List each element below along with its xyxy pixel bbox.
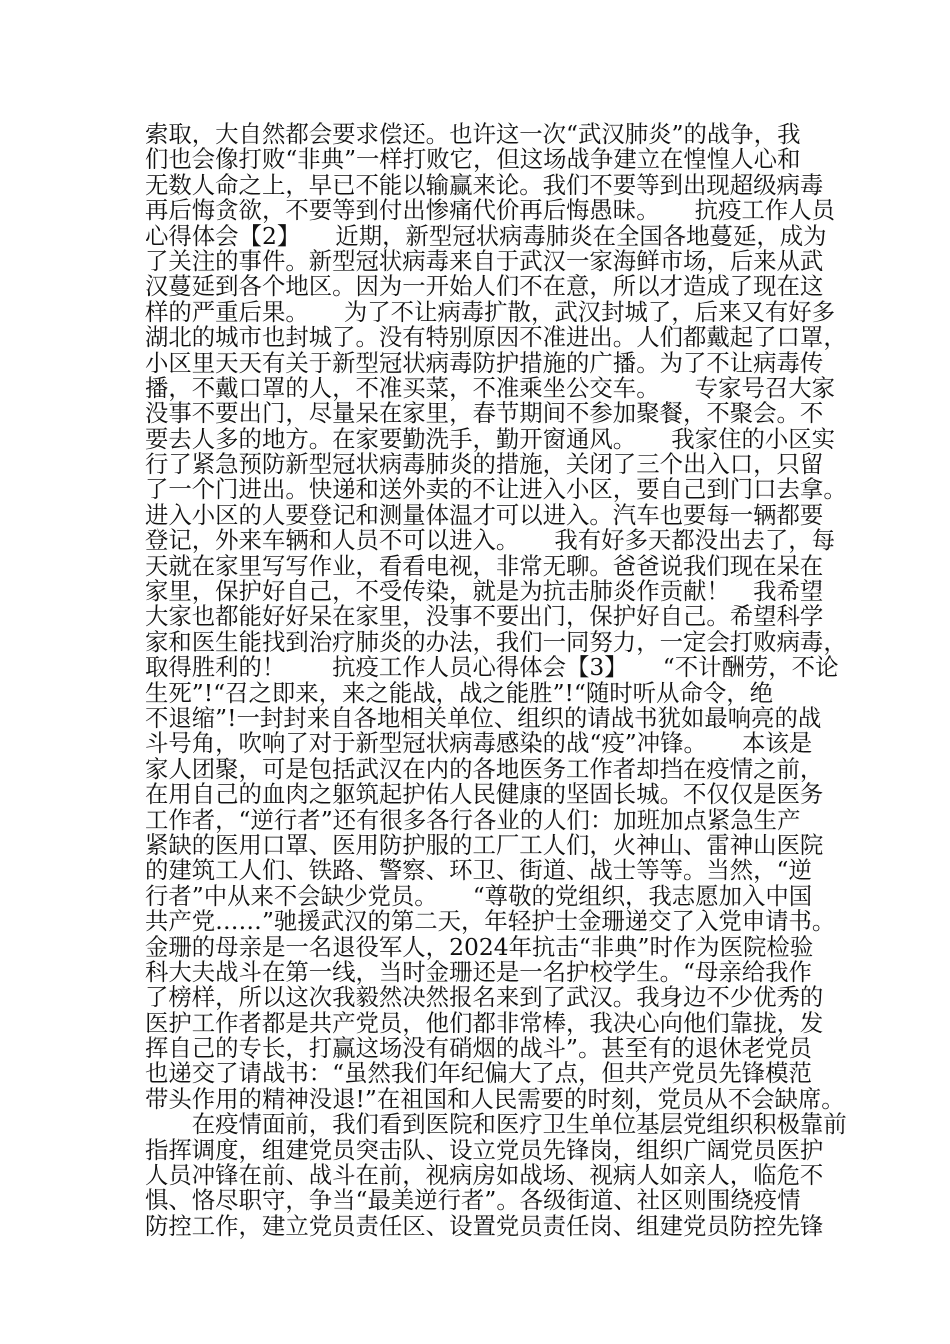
text-line: 登记，外来车辆和人员不可以进入。 我有好多天都没出去了，每 <box>145 526 836 555</box>
text-line: 惧、恪尽职守，争当“最美逆行者”。各级街道、社区则围绕疫情 <box>145 1186 801 1215</box>
text-line: 防控工作，建立党员责任区、设置党员责任岗、组建党员防控先锋 <box>145 1211 824 1240</box>
text-line: 工作者，“逆行者”还有很多各行各业的人们：加班加点紧急生产 <box>145 805 801 834</box>
text-line: 播，不戴口罩的人，不准买菜，不准乘坐公交车。 专家号召大家 <box>145 373 836 402</box>
text-line: 了关注的事件。新型冠状病毒来自于武汉一家海鲜市场，后来从武 <box>145 246 824 275</box>
text-line: 湖北的城市也封城了。没有特别原因不准进出。人们都戴起了口罩， <box>145 323 847 352</box>
text-line: 指挥调度，组建党员突击队、设立党员先锋岗，组织广阔党员医护 <box>145 1135 824 1164</box>
text-line: 们也会像打败“非典”一样打败它，但这场战争建立在惶惶人心和 <box>145 145 801 174</box>
text-line: 取得胜利的！ 抗疫工作人员心得体会【3】 “不计酬劳，不论 <box>145 653 839 682</box>
text-line: 的建筑工人们、铁路、警察、环卫、街道、战士等等。当然，“逆 <box>145 856 812 885</box>
text-line: 带头作用的精神没退!”在祖国和人民需要的时刻，党员从不会缺席。 <box>145 1084 845 1113</box>
text-line: 样的严重后果。 为了不让病毒扩散，武汉封城了，后来又有好多 <box>145 297 836 326</box>
text-line: 小区里天天有关于新型冠状病毒防护措施的广播。为了不让病毒传 <box>145 348 824 377</box>
text-line: 再后悔贪欲，不要等到付出惨痛代价再后悔愚昧。 抗疫工作人员 <box>145 196 836 225</box>
text-line: 生死”!“召之即来，来之能战，战之能胜”!“随时听从命令，绝 <box>145 678 774 707</box>
text-line: 行者”中从来不会缺少党员。 “尊敬的党组织，我志愿加入中国 <box>145 881 813 910</box>
text-line: 斗号角，吹响了对于新型冠状病毒感染的战“疫”冲锋。 本该是 <box>145 729 813 758</box>
text-line: 索取，大自然都会要求偿还。也许这一次“武汉肺炎”的战争，我 <box>145 120 801 148</box>
text-line: 家里，保护好自己，不受传染，就是为抗击肺炎作贡献！ 我希望 <box>145 577 824 606</box>
text-line: 人员冲锋在前、战斗在前，视病房如战场、视病人如亲人，临危不 <box>145 1161 824 1190</box>
text-line: 紧缺的医用口罩、医用防护服的工厂工人们，火神山、雷神山医院 <box>145 830 824 859</box>
text-line: 要去人多的地方。在家要勤洗手，勤开窗通风。 我家住的小区实 <box>145 424 836 453</box>
text-line: 行了紧急预防新型冠状病毒肺炎的措施，关闭了三个出入口，只留 <box>145 450 824 479</box>
text-line: 挥自己的专长，打赢这场没有硝烟的战斗”。甚至有的退休老党员 <box>145 1034 812 1063</box>
text-line: 无数人命之上，早已不能以输赢来论。我们不要等到出现超级病毒 <box>145 170 824 199</box>
text-line: 医护工作者都是共产党员，他们都非常棒，我决心向他们靠拢，发 <box>145 1008 824 1037</box>
text-line: 也递交了请战书：“虽然我们年纪偏大了点，但共产党员先锋模范 <box>145 1059 812 1088</box>
text-line: 在疫情面前，我们看到医院和医疗卫生单位基层党组织积极靠前 <box>145 1110 847 1139</box>
text-line: 心得体会【2】 近期，新型冠状病毒肺炎在全国各地蔓延，成为 <box>145 221 827 250</box>
text-line: 科大夫战斗在第一线，当时金珊还是一名护校学生。“母亲给我作 <box>145 957 812 986</box>
text-line: 了榜样，所以这次我毅然决然报名来到了武汉。我身边不少优秀的 <box>145 983 824 1012</box>
text-line: 不退缩”!一封封来自各地相关单位、组织的请战书犹如最响亮的战 <box>145 703 822 732</box>
text-line: 了一个门进出。快递和送外卖的不让进入小区，要自己到门口去拿。 <box>145 475 847 504</box>
body-text <box>145 120 847 1240</box>
text-line: 大家也都能好好呆在家里，没事不要出门，保护好自己。希望科学 <box>145 602 824 631</box>
text-line: 没事不要出门，尽量呆在家里，春节期间不参加聚餐，不聚会。不 <box>145 399 824 428</box>
text-line: 汉蔓延到各个地区。因为一开始人们不在意，所以才造成了现在这 <box>145 272 824 301</box>
text-line: 共产党……”驰援武汉的第二天，年轻护士金珊递交了入党申请书。 <box>145 907 836 936</box>
text-line: 家和医生能找到治疗肺炎的办法，我们一同努力，一定会打败病毒， <box>145 627 847 656</box>
text-line: 金珊的母亲是一名退役军人，2024年抗击“非典”时作为医院检验 <box>145 932 814 961</box>
text-line: 家人团聚，可是包括武汉在内的各地医务工作者却挡在疫情之前， <box>145 754 824 783</box>
text-line: 在用自己的血肉之躯筑起护佑人民健康的坚固长城。不仅仅是医务 <box>145 780 824 809</box>
text-line: 天就在家里写写作业，看看电视，非常无聊。爸爸说我们现在呆在 <box>145 551 824 580</box>
text-line: 进入小区的人要登记和测量体温才可以进入。汽车也要每一辆都要 <box>145 500 824 529</box>
